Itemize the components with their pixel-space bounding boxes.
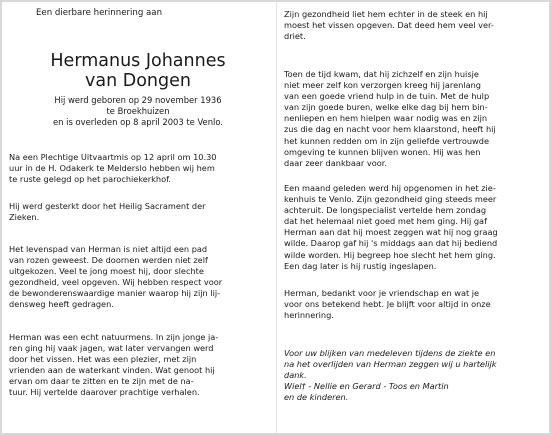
text-line: de bewonderenswaardige manier waarop hij zijn lij- — [9, 288, 221, 299]
birthplace-line: te Broekhuizen — [106, 106, 170, 116]
text-line: uitgekozen. Veel te jong moest hij, door slechte — [9, 266, 204, 277]
text-line: herinnering. — [284, 310, 334, 321]
text-line: Hij werd gesterkt door het Heilig Sacrament der — [9, 201, 206, 211]
text-line: Zieken. — [9, 212, 40, 223]
text-line: Toen de tijd kwam, dat hij zichzelf en zijn huisje — [284, 69, 479, 79]
text-line: voor ons betekend hebt. Je blijft voor altijd in onze — [284, 299, 491, 310]
hospital-paragraph — [284, 183, 542, 272]
text-line: te ruste gelegd op het parochiekerkhof. — [9, 174, 172, 185]
text-line: Herman was een echt natuurmens. In zijn jonge ja- — [9, 332, 219, 342]
text-line: Zijn gezondheid liet hem echter in de steek en hij — [284, 9, 488, 19]
text-line: driet. — [284, 31, 306, 42]
text-line: na het overlijden van Herman zeggen wij u hartelijk — [284, 359, 497, 370]
text-line: Herman, bedankt voor je vriendschap en wat je — [284, 288, 480, 298]
text-line: ren ging hij vaak jagen, wat later vervangen werd — [9, 343, 214, 354]
birth-line: Hij werd geboren op 29 november 1936 — [54, 95, 222, 105]
text-line: vrienden aan de waterkant vinden. Wat genoot hij — [9, 365, 215, 376]
text-line: Het levenspad van Herman is niet altijd een pad — [9, 244, 208, 254]
death-line: en is overleden op 8 april 2003 te Venlo. — [53, 117, 223, 127]
text-line: uur in de H. Odakerk te Melderslo hebben wij hem — [9, 163, 215, 174]
text-line: tuur. Hij vertelde daarover prachtige verhalen. — [9, 387, 200, 398]
health-paragraph — [284, 9, 542, 42]
text-line: omgeving te kunnen blijven wonen. Hij was hen — [284, 146, 481, 157]
care-paragraph — [284, 69, 542, 169]
signature-line: en de kinderen. — [284, 392, 349, 403]
signature-line: Wiel† - Nellie en Gerard - Toos en Martin — [284, 381, 449, 392]
text-line: daar zeer dankbaar voor. — [284, 157, 387, 168]
text-line: wilde worden. Hij begreep hoe slecht het hem ging. — [284, 249, 496, 260]
text-line: nenliepen en hem hielpen waar nodig was en zijn — [284, 113, 488, 124]
text-line: het kunnen redden om in zijn geliefde vertrouwde — [284, 135, 489, 146]
name-line-1: Hermanus Johannes — [50, 51, 226, 71]
sacrament-paragraph — [9, 201, 267, 223]
memorial-card — [2, 2, 549, 433]
fold-line — [276, 2, 277, 433]
text-line: Een maand geleden werd hij opgenomen in het zie- — [284, 183, 496, 193]
text-line: moest het vissen opgeven. Dat deed hem veel ver- — [284, 20, 494, 31]
text-line: Na een Plechtige Uitvaartmis op 12 april om 10.30 — [9, 152, 217, 162]
text-line: van rozen geweest. De doornen werden niet zelf — [9, 255, 208, 266]
text-line: dank. — [284, 370, 307, 381]
text-line: Voor uw blijken van medeleven tijdens de ziekte en — [284, 348, 496, 358]
text-line: dat het helemaal niet goed met hem ging. Hij gaf — [284, 216, 487, 227]
life-path-paragraph — [9, 244, 267, 311]
name-line-2: van Dongen — [85, 71, 191, 91]
text-line: Een dag later is hij rustig ingeslapen. — [284, 260, 437, 271]
text-line: kenhuis te Venlo. Zijn gezondheid ging steeds meer — [284, 194, 497, 205]
text-line: wilde. Daarop gaf hij 's middags aan dat hij bediend — [284, 238, 498, 249]
text-line: zus die dag en nacht voor hem klaarstond, heeft hij — [284, 124, 496, 135]
text-line: niet meer zelf kon verzorgen kreeg hij jarenlang — [284, 80, 482, 91]
text-line: van een goede vriend hulp in de tuin. Met de hulp — [284, 91, 490, 102]
deceased-name — [9, 51, 267, 91]
text-line: densweg heeft gedragen. — [9, 299, 114, 310]
text-line: door het vissen. Het was een plezier, met zijn — [9, 354, 197, 365]
thanks-paragraph — [284, 288, 542, 321]
funeral-paragraph — [9, 152, 267, 185]
text-line: van zijn goede buren, welke elke dag bij hem bin- — [284, 102, 488, 113]
text-line: achteruit. De longspecialist vertelde hem zondag — [284, 205, 487, 216]
closing-paragraph — [284, 348, 542, 403]
life-dates — [9, 95, 267, 128]
text-line: Herman aan dat hij moest zeggen wat hij nog graag — [284, 227, 498, 238]
intro-text: Een dierbare herinnering aan — [36, 8, 163, 18]
text-line: ervan om daar te zitten en te zijn met de na- — [9, 376, 194, 387]
nature-paragraph — [9, 332, 267, 399]
text-line: gezondheid, veel opgeven. Wij hebben respect voor — [9, 277, 223, 288]
